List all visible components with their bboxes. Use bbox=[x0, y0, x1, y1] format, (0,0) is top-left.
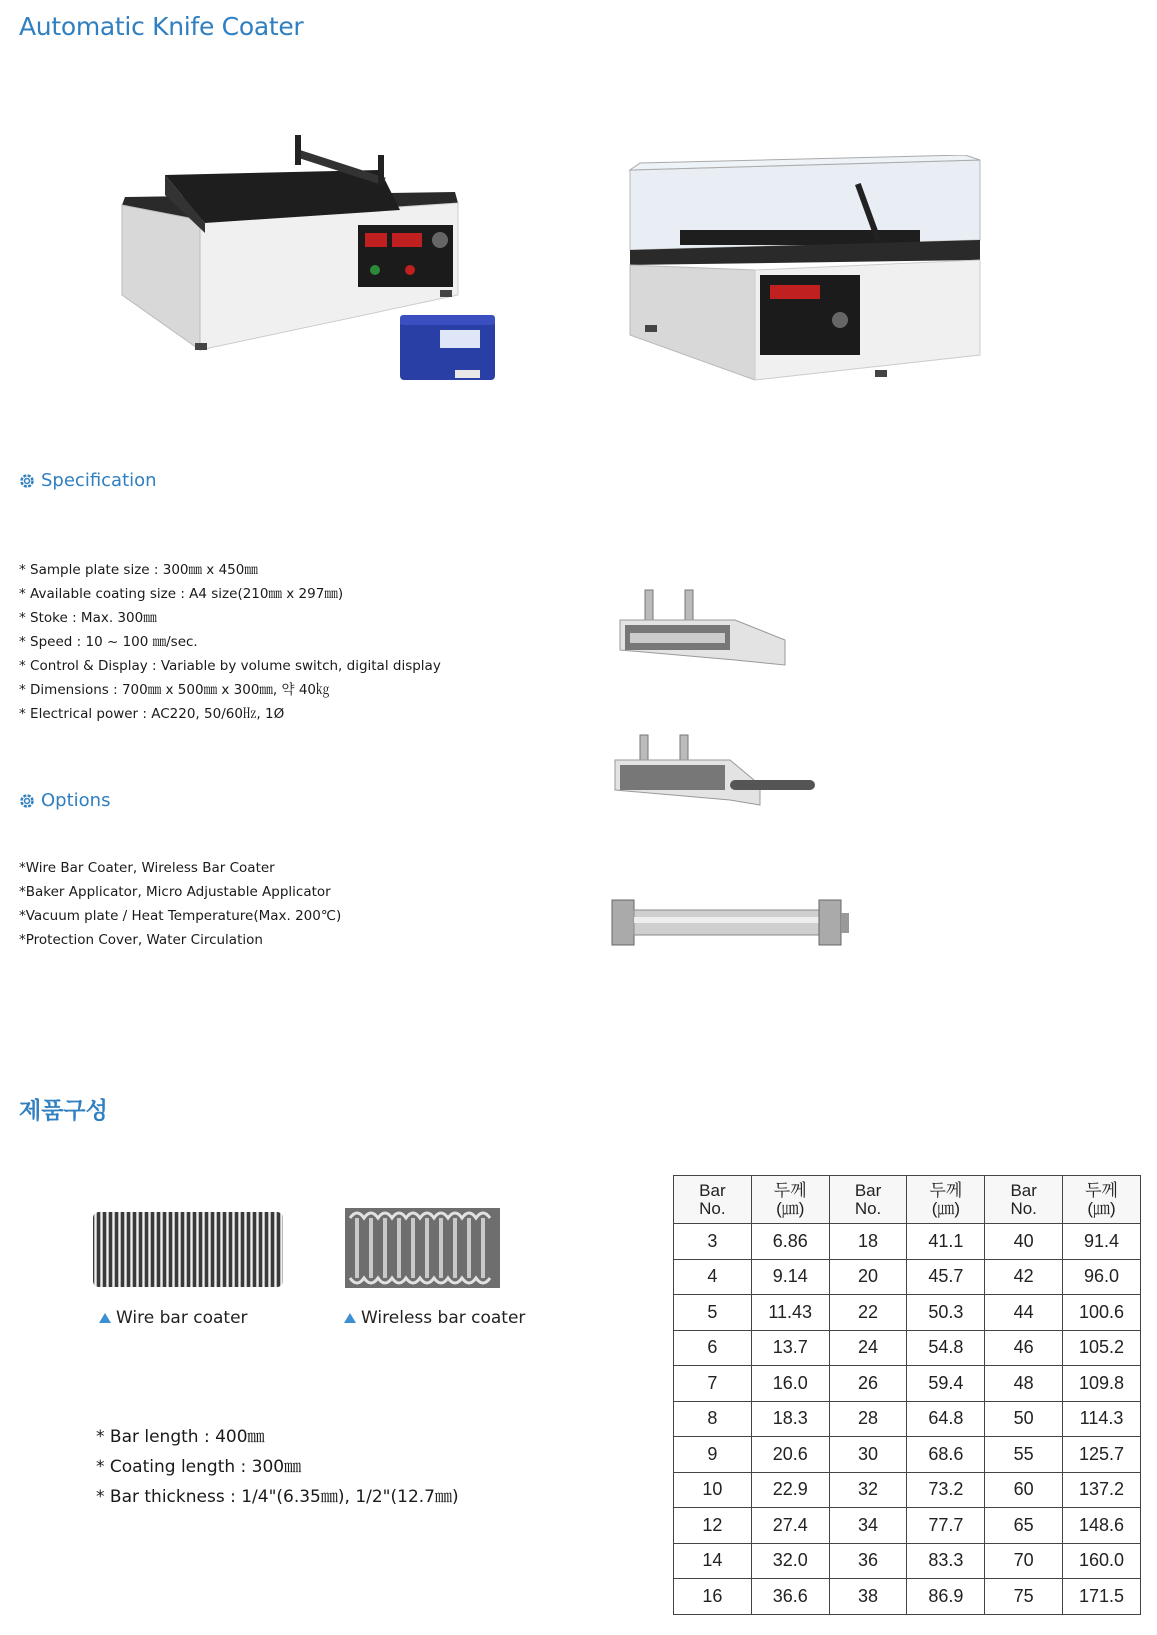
thickness-cell: 148.6 bbox=[1063, 1508, 1141, 1544]
thickness-cell: 100.6 bbox=[1063, 1295, 1141, 1331]
bar-number-cell: 70 bbox=[985, 1543, 1063, 1579]
thickness-cell: 22.9 bbox=[751, 1472, 829, 1508]
column-header-thickness: 두께 (㎛) bbox=[1063, 1176, 1141, 1224]
bar-thickness-table bbox=[673, 1175, 1141, 1615]
list-item: * Electrical power : AC220, 50/60㎐, 1Ø bbox=[19, 706, 285, 722]
bar-number-cell: 16 bbox=[674, 1579, 752, 1615]
bar-number-cell: 24 bbox=[829, 1330, 907, 1366]
applicator-image-1 bbox=[615, 585, 790, 675]
bar-number-cell: 60 bbox=[985, 1472, 1063, 1508]
list-item: * Bar length : 400㎜ bbox=[96, 1427, 265, 1447]
table-row bbox=[674, 1508, 1141, 1544]
wire-bar-caption-label: Wire bar coater bbox=[116, 1308, 248, 1328]
column-header-thickness: 두께 (㎛) bbox=[751, 1176, 829, 1224]
list-item: * Coating length : 300㎜ bbox=[96, 1457, 302, 1477]
thickness-cell: 41.1 bbox=[907, 1224, 985, 1260]
gear-icon bbox=[19, 793, 35, 809]
options-heading-label: Options bbox=[41, 790, 111, 811]
table-row bbox=[674, 1401, 1141, 1437]
thickness-cell: 96.0 bbox=[1063, 1259, 1141, 1295]
bar-number-cell: 10 bbox=[674, 1472, 752, 1508]
thickness-cell: 50.3 bbox=[907, 1295, 985, 1331]
bar-table-body bbox=[674, 1224, 1141, 1615]
applicator-image-2 bbox=[610, 730, 820, 825]
thickness-cell: 45.7 bbox=[907, 1259, 985, 1295]
bar-roller-image bbox=[607, 895, 852, 950]
bar-number-cell: 30 bbox=[829, 1437, 907, 1473]
specification-heading bbox=[19, 470, 157, 491]
list-item: * Dimensions : 700㎜ x 500㎜ x 300㎜, 약 40㎏ bbox=[19, 682, 330, 698]
table-row bbox=[674, 1543, 1141, 1579]
list-item: *Baker Applicator, Micro Adjustable Applicator bbox=[19, 884, 331, 900]
thickness-cell: 137.2 bbox=[1063, 1472, 1141, 1508]
coater-with-pump-image bbox=[110, 125, 510, 415]
bar-number-cell: 26 bbox=[829, 1366, 907, 1402]
column-header-bar-no: Bar No. bbox=[674, 1176, 752, 1224]
thickness-cell: 77.7 bbox=[907, 1508, 985, 1544]
list-item: * Speed : 10 ~ 100 ㎜/sec. bbox=[19, 634, 198, 650]
bar-number-cell: 46 bbox=[985, 1330, 1063, 1366]
bar-number-cell: 75 bbox=[985, 1579, 1063, 1615]
specification-heading-label: Specification bbox=[41, 470, 157, 491]
triangle-icon bbox=[99, 1313, 111, 1323]
column-header-bar-no: Bar No. bbox=[985, 1176, 1063, 1224]
thickness-cell: 16.0 bbox=[751, 1366, 829, 1402]
bar-number-cell: 38 bbox=[829, 1579, 907, 1615]
bar-number-cell: 7 bbox=[674, 1366, 752, 1402]
bar-number-cell: 5 bbox=[674, 1295, 752, 1331]
list-item: * Control & Display : Variable by volume switch, digital display bbox=[19, 658, 441, 674]
specification-list bbox=[19, 558, 441, 726]
thickness-cell: 171.5 bbox=[1063, 1579, 1141, 1615]
thickness-cell: 64.8 bbox=[907, 1401, 985, 1437]
bar-number-cell: 32 bbox=[829, 1472, 907, 1508]
gear-icon bbox=[19, 473, 35, 489]
thickness-cell: 32.0 bbox=[751, 1543, 829, 1579]
thickness-cell: 6.86 bbox=[751, 1224, 829, 1260]
composition-heading: 제품구성 bbox=[19, 1098, 108, 1124]
bar-number-cell: 36 bbox=[829, 1543, 907, 1579]
bar-number-cell: 65 bbox=[985, 1508, 1063, 1544]
column-header-thickness: 두께 (㎛) bbox=[907, 1176, 985, 1224]
list-item: * Sample plate size : 300㎜ x 450㎜ bbox=[19, 562, 258, 578]
thickness-cell: 125.7 bbox=[1063, 1437, 1141, 1473]
bar-number-cell: 22 bbox=[829, 1295, 907, 1331]
thickness-cell: 68.6 bbox=[907, 1437, 985, 1473]
bar-number-cell: 48 bbox=[985, 1366, 1063, 1402]
thickness-cell: 83.3 bbox=[907, 1543, 985, 1579]
table-row bbox=[674, 1579, 1141, 1615]
table-row bbox=[674, 1259, 1141, 1295]
wire-bar-caption bbox=[99, 1308, 248, 1328]
bar-number-cell: 28 bbox=[829, 1401, 907, 1437]
thickness-cell: 11.43 bbox=[751, 1295, 829, 1331]
list-item: * Stoke : Max. 300㎜ bbox=[19, 610, 157, 626]
thickness-cell: 18.3 bbox=[751, 1401, 829, 1437]
bar-number-cell: 4 bbox=[674, 1259, 752, 1295]
list-item: *Wire Bar Coater, Wireless Bar Coater bbox=[19, 860, 275, 876]
thickness-cell: 73.2 bbox=[907, 1472, 985, 1508]
bar-spec-list bbox=[96, 1422, 459, 1512]
bar-number-cell: 3 bbox=[674, 1224, 752, 1260]
bar-number-cell: 9 bbox=[674, 1437, 752, 1473]
thickness-cell: 54.8 bbox=[907, 1330, 985, 1366]
bar-number-cell: 42 bbox=[985, 1259, 1063, 1295]
bar-number-cell: 44 bbox=[985, 1295, 1063, 1331]
bar-number-cell: 8 bbox=[674, 1401, 752, 1437]
options-heading bbox=[19, 790, 110, 811]
options-list bbox=[19, 856, 341, 952]
bar-number-cell: 12 bbox=[674, 1508, 752, 1544]
page-title: Automatic Knife Coater bbox=[19, 12, 304, 41]
coater-with-cover-image bbox=[625, 155, 995, 395]
wire-bar-image bbox=[93, 1212, 283, 1287]
thickness-cell: 36.6 bbox=[751, 1579, 829, 1615]
triangle-icon bbox=[344, 1313, 356, 1323]
wireless-bar-caption bbox=[344, 1308, 525, 1328]
thickness-cell: 27.4 bbox=[751, 1508, 829, 1544]
list-item: * Available coating size : A4 size(210㎜ x 297㎜) bbox=[19, 586, 344, 602]
thickness-cell: 91.4 bbox=[1063, 1224, 1141, 1260]
thickness-cell: 160.0 bbox=[1063, 1543, 1141, 1579]
table-row bbox=[674, 1437, 1141, 1473]
table-row bbox=[674, 1366, 1141, 1402]
bar-number-cell: 40 bbox=[985, 1224, 1063, 1260]
list-item: *Vacuum plate / Heat Temperature(Max. 200℃) bbox=[19, 908, 342, 924]
table-row bbox=[674, 1295, 1141, 1331]
column-header-bar-no: Bar No. bbox=[829, 1176, 907, 1224]
table-row bbox=[674, 1330, 1141, 1366]
thickness-cell: 13.7 bbox=[751, 1330, 829, 1366]
table-row bbox=[674, 1224, 1141, 1260]
bar-number-cell: 20 bbox=[829, 1259, 907, 1295]
list-item: *Protection Cover, Water Circulation bbox=[19, 932, 263, 948]
bar-number-cell: 50 bbox=[985, 1401, 1063, 1437]
thickness-cell: 9.14 bbox=[751, 1259, 829, 1295]
wireless-bar-image bbox=[345, 1208, 500, 1288]
bar-number-cell: 6 bbox=[674, 1330, 752, 1366]
bar-number-cell: 55 bbox=[985, 1437, 1063, 1473]
thickness-cell: 114.3 bbox=[1063, 1401, 1141, 1437]
bar-number-cell: 34 bbox=[829, 1508, 907, 1544]
wireless-bar-caption-label: Wireless bar coater bbox=[361, 1308, 526, 1328]
thickness-cell: 59.4 bbox=[907, 1366, 985, 1402]
table-header-row bbox=[674, 1176, 1141, 1224]
table-row bbox=[674, 1472, 1141, 1508]
thickness-cell: 109.8 bbox=[1063, 1366, 1141, 1402]
bar-number-cell: 18 bbox=[829, 1224, 907, 1260]
list-item: * Bar thickness : 1/4"(6.35㎜), 1/2"(12.7㎜) bbox=[96, 1487, 459, 1507]
thickness-cell: 20.6 bbox=[751, 1437, 829, 1473]
bar-number-cell: 14 bbox=[674, 1543, 752, 1579]
thickness-cell: 105.2 bbox=[1063, 1330, 1141, 1366]
thickness-cell: 86.9 bbox=[907, 1579, 985, 1615]
